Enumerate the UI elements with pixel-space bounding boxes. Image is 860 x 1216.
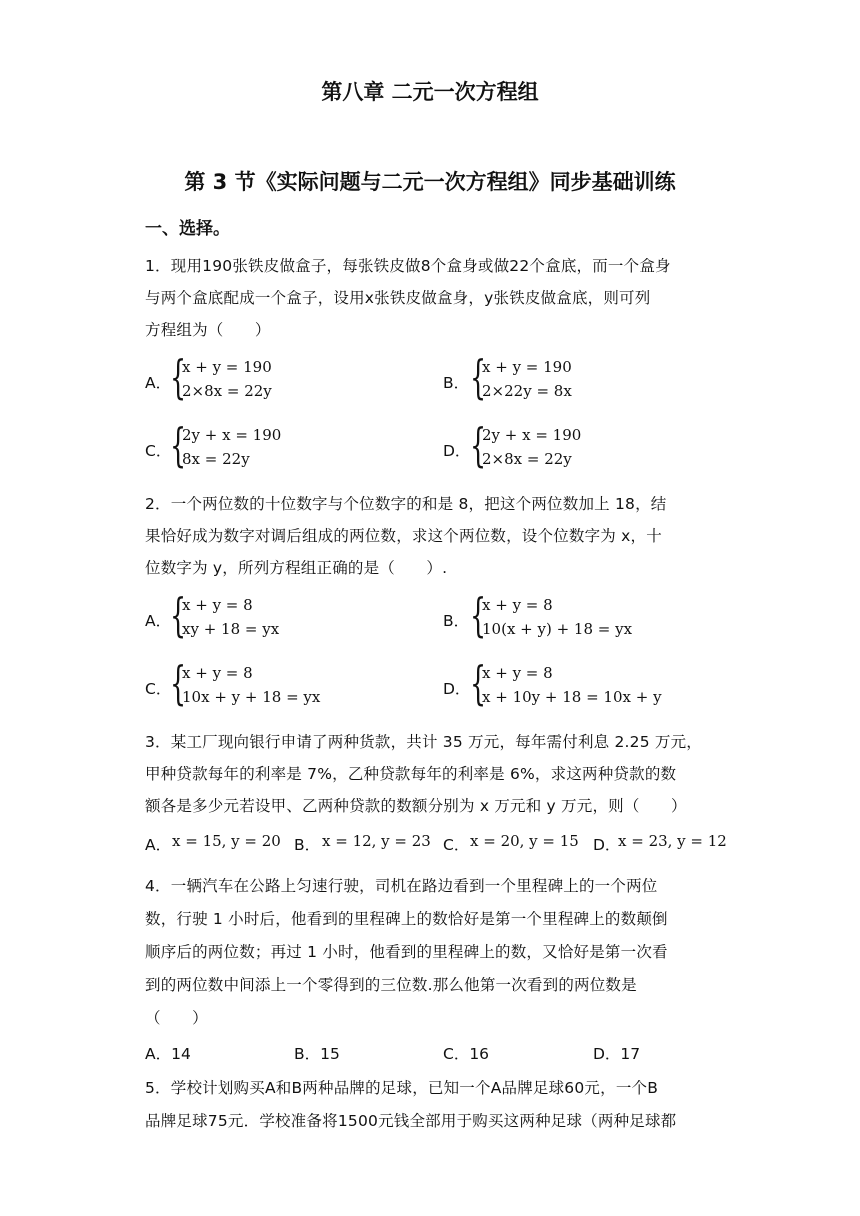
q2-d-eq1: x + y = 8 (482, 664, 553, 682)
q1-text-line1: 1．现用190张铁皮做盒子，每张铁皮做8个盒身或做22个盒底，而一个盒身 (145, 257, 671, 275)
q4-option-c: C．16 (443, 1045, 490, 1063)
q1-c-eq1: 2y + x = 190 (182, 426, 282, 444)
q1-text-line3: 方程组为（ ） (145, 321, 271, 339)
q1-a-eq1: x + y = 190 (182, 358, 272, 376)
q3-text-line1: 3．某工厂现向银行申请了两种货款，共计 35 万元，每年需付利息 2.25 万元， (145, 733, 703, 751)
q4-option-d: D．17 (593, 1045, 641, 1063)
q5-text-line1: 5．学校计划购买A和B两种品牌的足球，已知一个A品牌足球60元，一个B (145, 1079, 659, 1097)
q2-option-d-label: D． (443, 680, 471, 698)
q1-b-eq1: x + y = 190 (482, 358, 572, 376)
q3-option-b-value: x = 12, y = 23 (322, 832, 431, 850)
q4-text-line1: 4．一辆汽车在公路上匀速行驶，司机在路边看到一个里程碑上的一个两位 (145, 877, 658, 895)
q4-text-line4: 到的两位数中间添上一个零得到的三位数.那么他第一次看到的两位数是 (145, 976, 637, 994)
q1-option-b-label: B． (443, 374, 470, 392)
q2-c-eq1: x + y = 8 (182, 664, 253, 682)
q2-a-eq1: x + y = 8 (182, 596, 253, 614)
q1-text-line2: 与两个盒底配成一个盒子，设用x张铁皮做盒身，y张铁皮做盒底，则可列 (145, 289, 651, 307)
q1-option-d-system: { 2y + x = 190 2×8x = 22y (470, 418, 582, 472)
q4-text-line2: 数，行驶 1 小时后，他看到的里程碑上的数恰好是第一个里程碑上的数颠倒 (145, 910, 668, 928)
q2-option-a-system: { x + y = 8 xy + 18 = yx (170, 588, 280, 642)
q5-text-line2: 品牌足球75元．学校准备将1500元钱全部用于购买这两种足球（两种足球都 (145, 1112, 677, 1130)
q3-text-line2: 甲种贷款每年的利率是 7%，乙种贷款每年的利率是 6%，求这两种贷款的数 (145, 765, 677, 783)
chapter-title: 第八章 二元一次方程组 (321, 80, 539, 104)
q3-text-line3: 额各是多少元若设甲、乙两种贷款的数额分别为 x 万元和 y 万元，则（ ） (145, 797, 687, 815)
q4-option-a: A．14 (145, 1045, 191, 1063)
q1-a-eq2: 2×8x = 22y (182, 382, 272, 400)
q2-a-eq2: xy + 18 = yx (182, 620, 280, 638)
q3-option-d-label: D． (593, 836, 621, 854)
q1-option-b-system: { x + y = 190 2×22y = 8x (470, 350, 572, 404)
q4-text-line5: （ ） (145, 1009, 208, 1027)
q4-text-line3: 顺序后的两位数；再过 1 小时，他看到的里程碑上的数，又恰好是第一次看 (145, 943, 668, 961)
q1-option-a-system: { x + y = 190 2×8x = 22y (170, 350, 272, 404)
q1-c-eq2: 8x = 22y (182, 450, 250, 468)
q2-text-line3: 位数字为 y，所列方程组正确的是（ ）. (145, 559, 448, 577)
q1-option-d-label: D． (443, 442, 471, 460)
q1-option-c-system: { 2y + x = 190 8x = 22y (170, 418, 282, 472)
q2-option-c-label: C． (145, 680, 172, 698)
q2-b-eq1: x + y = 8 (482, 596, 553, 614)
q2-d-eq2: x + 10y + 18 = 10x + y (482, 688, 662, 706)
q1-d-eq1: 2y + x = 190 (482, 426, 582, 444)
q2-option-c-system: { x + y = 8 10x + y + 18 = yx (170, 656, 321, 710)
q4-option-b: B．15 (294, 1045, 340, 1063)
q1-b-eq2: 2×22y = 8x (482, 382, 572, 400)
section-title: 第 3 节《实际问题与二元一次方程组》同步基础训练 (184, 170, 676, 194)
q3-option-b-label: B． (294, 836, 321, 854)
q2-c-eq2: 10x + y + 18 = yx (182, 688, 321, 706)
q3-option-c-label: C． (443, 836, 470, 854)
q3-option-c-value: x = 20, y = 15 (470, 832, 579, 850)
q2-text-line2: 果恰好成为数字对调后组成的两位数，求这个两位数，设个位数字为 x，十 (145, 527, 662, 545)
q3-option-a-value: x = 15, y = 20 (172, 832, 281, 850)
q2-text-line1: 2．一个两位数的十位数字与个位数字的和是 8，把这个两位数加上 18，结 (145, 495, 667, 513)
q3-option-d-value: x = 23, y = 12 (618, 832, 727, 850)
q1-d-eq2: 2×8x = 22y (482, 450, 572, 468)
section-heading: 一、选择。 (145, 219, 230, 239)
q2-option-d-system: { x + y = 8 x + 10y + 18 = 10x + y (470, 656, 662, 710)
q1-option-a-label: A． (145, 374, 172, 392)
q3-option-a-label: A． (145, 836, 172, 854)
q2-b-eq2: 10(x + y) + 18 = yx (482, 620, 633, 638)
q2-option-b-label: B． (443, 612, 470, 630)
q2-option-b-system: { x + y = 8 10(x + y) + 18 = yx (470, 588, 633, 642)
q2-option-a-label: A． (145, 612, 172, 630)
q1-option-c-label: C． (145, 442, 172, 460)
